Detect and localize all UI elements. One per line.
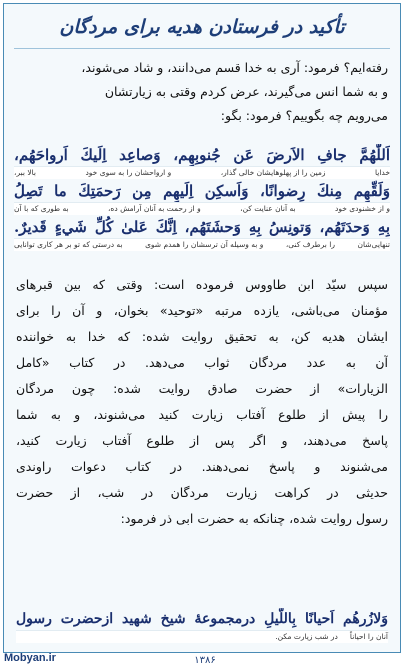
- text-line: پاسخ می‌دهند، و اگر پس از طلوع آفتاب زیارت کنید،: [16, 433, 388, 448]
- gloss: و از خشنودی خود: [334, 204, 390, 213]
- text-line: ایشان هدیه کن، به تحقیق روایت شده: که خدا به خواننده: [16, 329, 388, 344]
- arabic-text: وَلازُرهُم اَحيانًا بِاللَّيلِ درمجموعهٔ شیخ شهید ازحضرت رسول: [16, 611, 388, 627]
- header-divider: [14, 48, 390, 49]
- text-line: و به شما انس می‌گیرند، عرض کردم وقتی به زیارتشان: [104, 84, 388, 99]
- arabic-text: وَلَقِّهِم مِنكَ رِضوانًا، وَاَسكِن اِلَيهِم مِن رَحمَتِكَ ما تَصِلُ: [14, 182, 390, 200]
- gloss: به آنان عنایت کن،: [240, 204, 296, 213]
- translation-row: [16, 630, 388, 643]
- text-line: رفته‌ایم؟ فرمود: آری به خدا قسم می‌دانند، و شاد می‌شوند،: [81, 60, 388, 75]
- gloss: را برطرف کنی،: [285, 240, 335, 249]
- gloss: خدایا: [374, 168, 390, 177]
- gloss: و ارواحشان را به سوی خود: [85, 168, 172, 177]
- gloss: بالا ببر،: [14, 168, 36, 177]
- arabic-text: اَللّٰهُمَّ جافِ الاَرضَ عَن جُنوبِهِم، وَصاعِد اِلَيكَ اَرواحَهُم،: [14, 146, 390, 164]
- gloss: و از رحمت به آنان آرامش ده،: [108, 204, 201, 213]
- prayer-block: [14, 144, 390, 266]
- page-frame: [3, 3, 401, 653]
- prayer-line: [14, 216, 390, 252]
- translation-row: [14, 166, 390, 179]
- intro-paragraph: [16, 56, 388, 128]
- gloss: تنهایی‌شان: [357, 240, 390, 249]
- text-line: می‌شنوند و پاسخ نمی‌دهند. در کتاب دعوات راوندی: [16, 459, 388, 474]
- text-line: را پیش از طلوع آفتاب زیارت کنید می‌شنوند، و به شما: [16, 407, 388, 422]
- text-line: آن به عدد مردگان ثواب می‌دهد. در کتاب «کامل: [16, 355, 388, 370]
- text-line: حدیثی در کراهت زیارت مردگان در شب، از حضرت: [16, 485, 388, 500]
- footer-prayer: [16, 608, 388, 648]
- translation-row: [14, 238, 390, 251]
- text-line: رسول روایت شده، چنانکه به حضرت ابی ذر فرمود:: [120, 511, 388, 526]
- gloss: و به وسیله آن ترسشان را همدم شوی: [145, 240, 264, 249]
- translation-row: [14, 202, 390, 215]
- site-watermark[interactable]: Mobyan.ir: [4, 652, 56, 664]
- text-line: الزیارات» از حضرت صادق روایت شده: چون مردگان: [16, 381, 388, 396]
- prayer-line: [14, 144, 390, 180]
- gloss: آنان را احیاناً: [349, 632, 388, 641]
- page-number: ۱۳۸۶: [194, 655, 216, 666]
- gloss: در شب زیارت مکن.: [275, 632, 338, 641]
- arabic-text: بِهِ وَحدَتَهُم، وَتونِسُ بِهِ وَحشَتَهُم، اِنَّكَ عَلىٰ كُلِّ شَيءٍ قَديرٌ.: [14, 218, 390, 236]
- gloss: به درستی که تو بر هر کاری توانایی: [14, 240, 123, 249]
- text-line: مؤمنان می‌باشی، یازده مرتبه «توحید» بخوان، و آن را برای: [16, 303, 388, 318]
- text-line: می‌رویم چه بگوییم؟ فرمود: بگو:: [220, 108, 388, 123]
- gloss: زمین را از پهلوهایشان خالی گذار،: [220, 168, 326, 177]
- prayer-line: [14, 180, 390, 216]
- text-line: سپس سیّد ابن طاووس فرموده است: وقتی که بین قبرهای: [16, 277, 388, 292]
- body-paragraph: [16, 272, 388, 532]
- page-title: تأکید در فرستادن هدیه برای مردگان: [59, 16, 345, 38]
- gloss: به طوری که با آن: [14, 204, 69, 213]
